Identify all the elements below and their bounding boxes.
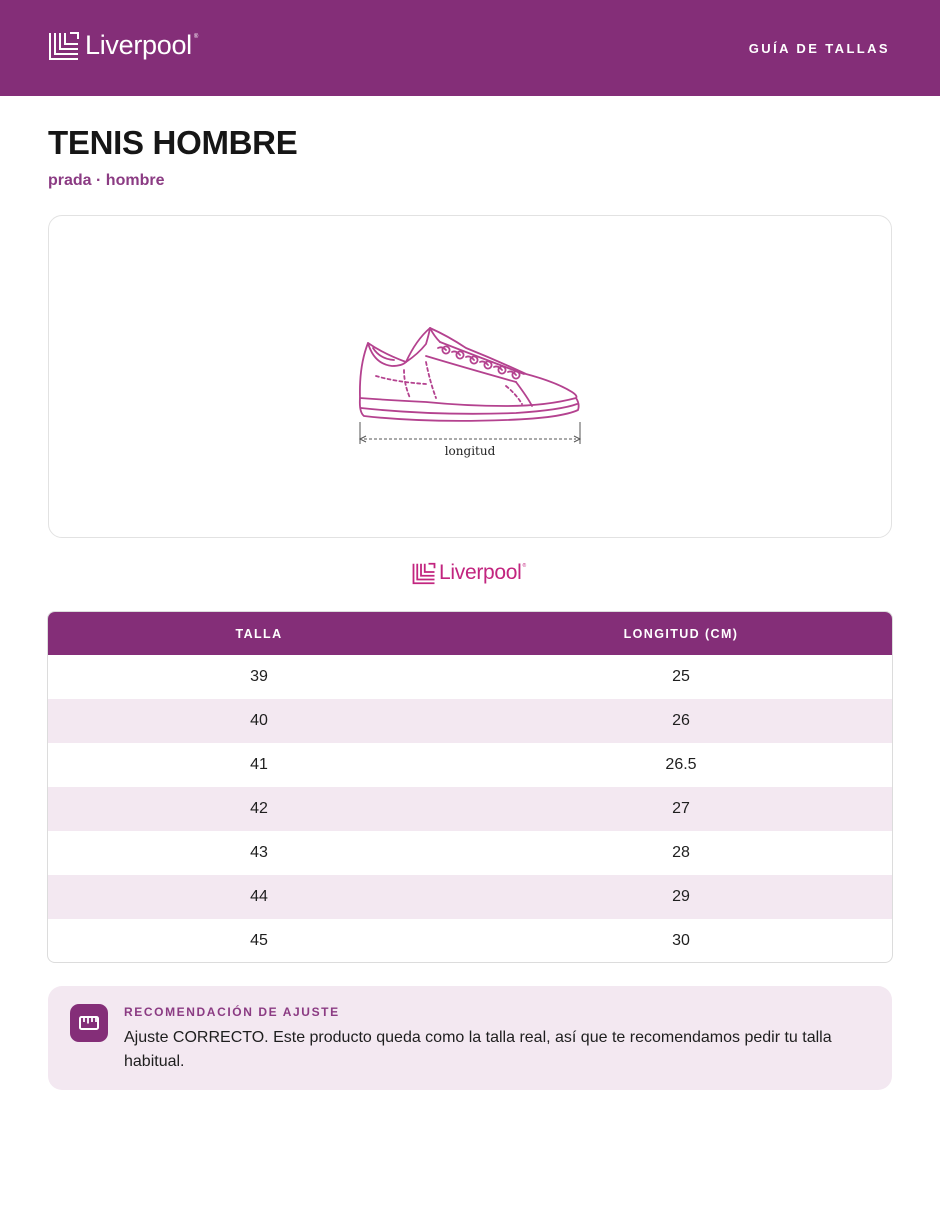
- top-header: [0, 0, 940, 96]
- liverpool-logo-icon: [412, 562, 436, 585]
- length-cell: 30: [672, 932, 690, 949]
- size-table: [47, 611, 893, 963]
- mid-brand-name: Liverpool: [439, 561, 522, 584]
- size-cell: 39: [250, 668, 268, 685]
- length-cell: 26: [672, 712, 690, 729]
- length-cell: 28: [672, 844, 690, 861]
- column-header-longitud: LONGITUD (CM): [623, 626, 739, 641]
- size-cell: 45: [250, 932, 268, 949]
- column-header-talla: TALLA: [235, 626, 283, 641]
- page-subtitle: prada · hombre: [48, 172, 165, 189]
- table-row: [48, 875, 892, 919]
- brand-logo[interactable]: [48, 30, 201, 61]
- table-row: [48, 655, 892, 699]
- table-row: [48, 699, 892, 743]
- page-title: TENIS HOMBRE: [48, 124, 298, 161]
- table-row: [48, 787, 892, 831]
- fit-recommendation-box: [48, 986, 892, 1090]
- recommendation-text: Ajuste CORRECTO. Este producto queda como la talla real, así que te recomendamos pedir tu talla habitual.: [124, 1029, 832, 1070]
- sneaker-icon: [356, 326, 584, 462]
- size-cell: 40: [250, 712, 268, 729]
- ruler-icon: [70, 1004, 108, 1042]
- longitud-label: longitud: [444, 444, 496, 458]
- table-header: [48, 612, 892, 655]
- table-row: [48, 831, 892, 875]
- length-cell: 25: [672, 668, 690, 685]
- length-cell: 27: [672, 800, 690, 817]
- length-cell: 26.5: [665, 756, 697, 773]
- size-cell: 43: [250, 844, 268, 861]
- brand-name: Liverpool: [85, 30, 192, 60]
- liverpool-mid-logo: [412, 561, 528, 585]
- size-cell: 42: [250, 800, 268, 817]
- brand-trademark: ®: [193, 33, 199, 40]
- table-row: [48, 743, 892, 787]
- length-cell: 29: [672, 888, 690, 905]
- size-cell: 44: [250, 888, 268, 905]
- liverpool-logo-icon: [48, 31, 80, 61]
- size-guide-title: GUÍA DE TALLAS: [748, 41, 890, 56]
- recommendation-title: RECOMENDACIÓN DE AJUSTE: [124, 1005, 340, 1019]
- size-cell: 41: [250, 756, 268, 773]
- mid-brand-trademark: ®: [522, 563, 527, 569]
- table-row: [48, 919, 892, 963]
